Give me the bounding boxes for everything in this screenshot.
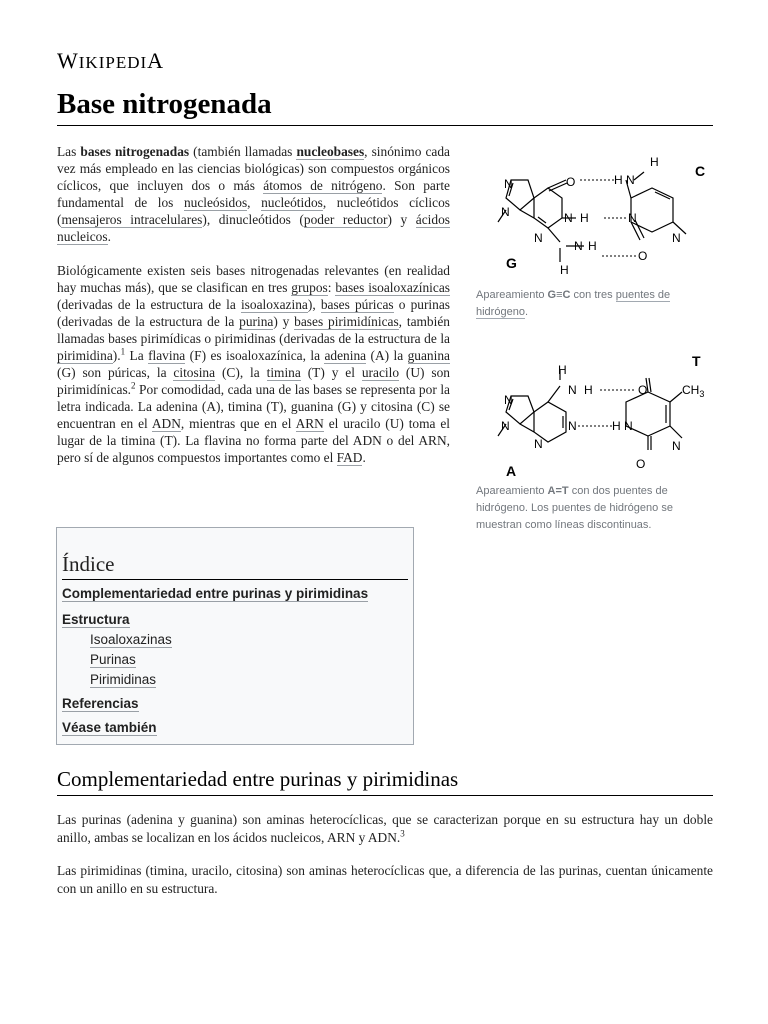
svg-text:N: N — [501, 205, 510, 219]
page-title: Base nitrogenada — [57, 88, 713, 126]
toc-item-vease-tambien[interactable]: Véase también — [62, 720, 157, 735]
link-poder-reductor[interactable]: poder reductor — [303, 212, 388, 227]
svg-text:N: N — [628, 211, 637, 225]
svg-text:O: O — [566, 175, 576, 189]
svg-text:N: N — [672, 231, 681, 245]
reference-3[interactable]: 3 — [400, 828, 405, 839]
svg-text:N: N — [568, 383, 577, 397]
classification-paragraph: Biológicamente existen seis bases nitrogenadas relevantes (en realidad hay muchas más), que se clasifican en tres grupos: bases isoaloxazínicas (derivadas de la estructura de la isoaloxazina), bases púricas o purinas (derivadas de la estructura de la purina) y bases pirimidínicas, también llamadas bases pirimídicas o pirimidinas (derivadas de la estructura de la pirimidina).$^1$ La flavina (F) es isoaloxazínica, la adenina (A) la guanina (G) son púricas, la citosina (C), la timina (T) y el uracilo (U) son pirimidínicas.$^2$ Por comodidad, cada una de las bases se representa por la letra indicada. La adenina (A), timina (T), guanina (G) y citosina (C) se encuentran en el ADN, mientras que en el ARN el uracilo (U) toma el lugar de la timina (T). La flavina no forma parte del ADN o del ARN, pero sí de algunos compuestos importantes como el FAD. — [57, 263, 451, 465]
intro-paragraph: Las bases nitrogenadas (también llamadas nucleobases, sinónimo cada vez más empleado en las ciencias biológicas) son compuestos orgánicos cíclicos, que incluyen dos o más átomos de nitrógeno. Son parte fundamental de los nucleósidos, nucleótidos, nucleótidos cíclicos (mensajeros intracelulares), dinucleótidos (poder reductor) y ácidos nucleicos. — [57, 144, 450, 244]
link-atomos-de-nitrogeno[interactable]: átomos de nitrógeno — [263, 178, 383, 193]
svg-text:N: N — [624, 419, 633, 433]
section-heading-complementariedad: Complementariedad entre purinas y pirimidinas — [57, 767, 713, 796]
svg-text:O: O — [638, 383, 648, 397]
svg-text:H: H — [588, 239, 597, 253]
toc-item-estructura[interactable]: Estructura — [62, 612, 130, 627]
label-c: C — [695, 163, 706, 179]
svg-text:N: N — [501, 419, 510, 433]
link-acidos-nucleicos[interactable]: ácidos nucleicos — [57, 212, 450, 244]
pirimidinas-paragraph: Las pirimidinas (timina, uracilo, citosina) son aminas heterocíclicas que, a diferencia de las purinas, cuentan únicamente con un anillo en su estructura. — [57, 863, 713, 896]
svg-text:N: N — [504, 393, 513, 407]
link-pirimidina[interactable]: pirimidina — [57, 348, 113, 363]
svg-text:O: O — [638, 249, 648, 263]
link-fad[interactable]: FAD — [336, 450, 363, 465]
svg-text:H: H — [612, 419, 621, 433]
svg-text:N: N — [574, 239, 583, 253]
reference-1[interactable]: 1 — [120, 346, 126, 357]
toc-title: Índice — [62, 552, 408, 580]
caption-gc: Apareamiento G≡C con tres puentes de hidrógeno. — [476, 289, 671, 318]
link-uracilo[interactable]: uracilo — [361, 365, 400, 380]
link-puentes-de-hidrogeno[interactable]: puentes de hidrógeno — [476, 289, 671, 318]
svg-text:N: N — [672, 439, 681, 453]
methyl-group: $CH_3$ — [682, 383, 705, 399]
link-grupos[interactable]: grupos — [291, 280, 328, 295]
link-nucleotidos[interactable]: nucleótidos — [261, 195, 323, 210]
label-g: G — [506, 255, 517, 271]
purinas-paragraph: Las purinas (adenina y guanina) son aminas heterocíclicas, que se caracterizan porque en su estructura hay un doble anillo, ambas se localizan en los ácidos nucleicos, ARN y ADN.$^3$ — [57, 812, 713, 845]
link-bases-pirimidinicas[interactable]: bases pirimidínicas — [294, 314, 399, 329]
reference-2[interactable]: 2 — [131, 380, 136, 391]
link-isoaloxazina[interactable]: isoaloxazina — [240, 297, 308, 312]
link-adn[interactable]: ADN — [151, 416, 181, 431]
link-timina[interactable]: timina — [266, 365, 301, 380]
toc-item-referencias[interactable]: Referencias — [62, 696, 139, 711]
svg-text:H: H — [560, 263, 569, 277]
toc-item-complementariedad[interactable]: Complementariedad entre purinas y pirimidinas — [62, 586, 369, 601]
link-nucleosidos[interactable]: nucleósidos — [183, 195, 248, 210]
link-mensajeros-intracelulares[interactable]: mensajeros intracelulares — [61, 212, 203, 227]
label-a: A — [506, 463, 517, 478]
link-citosina[interactable]: citosina — [173, 365, 216, 380]
caption-at: Apareamiento A=T con dos puentes de hidrógeno. Los puentes de hidrógeno se muestran como líneas discontinuas. — [476, 485, 673, 531]
figure-at-pairing — [476, 350, 716, 534]
svg-text:N: N — [568, 419, 577, 433]
svg-text:H: H — [584, 383, 593, 397]
link-guanina[interactable]: guanina — [407, 348, 450, 363]
wikipedia-logo[interactable]: WIKIPEDIA — [57, 48, 165, 73]
svg-text:N: N — [534, 231, 543, 245]
gc-structure-diagram[interactable] — [476, 150, 716, 282]
svg-text:H: H — [558, 363, 567, 377]
link-purina[interactable]: purina — [239, 314, 274, 329]
svg-text:O: O — [636, 457, 646, 471]
svg-text:N: N — [534, 437, 543, 451]
link-bases-isoaloxazinicas[interactable]: bases isoaloxazínicas — [335, 280, 450, 295]
label-t: T — [692, 353, 701, 369]
table-of-contents — [56, 527, 414, 745]
link-bases-puricas[interactable]: bases púricas — [320, 297, 394, 312]
svg-text:H: H — [614, 173, 623, 187]
svg-text:N: N — [564, 211, 573, 225]
link-adenina[interactable]: adenina — [324, 348, 367, 363]
at-structure-diagram[interactable] — [476, 350, 716, 478]
toc-item-purinas[interactable]: Purinas — [90, 652, 136, 667]
toc-item-pirimidinas[interactable]: Pirimidinas — [90, 672, 157, 687]
toc-item-isoaloxazinas[interactable]: Isoaloxazinas — [90, 632, 172, 647]
svg-text:H: H — [580, 211, 589, 225]
svg-text:H: H — [650, 155, 659, 169]
link-arn[interactable]: ARN — [295, 416, 324, 431]
figure-gc-pairing — [476, 150, 716, 321]
svg-text:N: N — [504, 177, 513, 191]
svg-text:N: N — [626, 173, 635, 187]
link-flavina[interactable]: flavina — [148, 348, 186, 363]
